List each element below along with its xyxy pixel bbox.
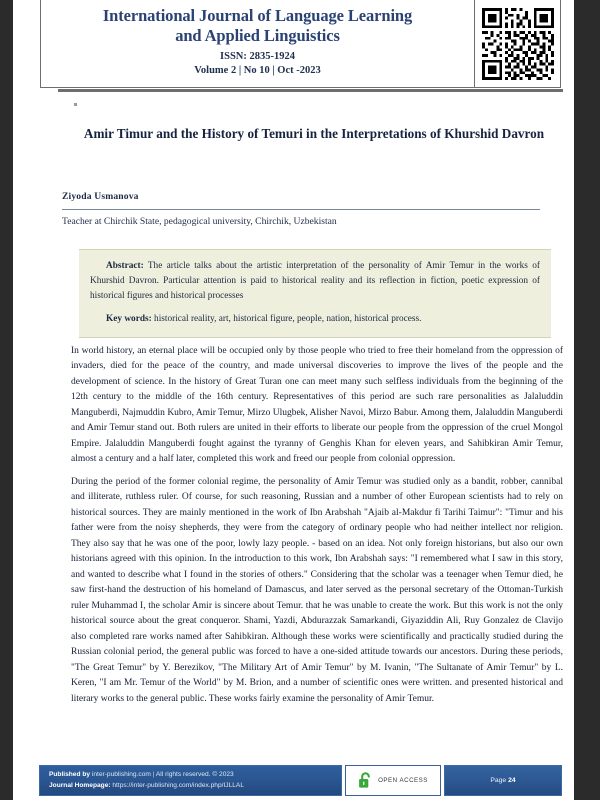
article-title: Amir Timur and the History of Temuri in the Interpretations of Khurshid Davron: [83, 126, 545, 141]
open-access-label: OPEN ACCESS: [378, 777, 428, 784]
footer-published-value: inter-publishing.com: [90, 770, 153, 778]
body-paragraph-2: During the period of the former colonial regime, the personality of Amir Temur was studied only as a bandit, robber, cannibal and illiterate, ruthless ruler. Of course, for such reasoning, Russian and a number of other European scientists had to rely on historical sources. They are mainly mentioned in the work of Ibn Arabshah "Ajaib al-Makdur fi Tarihi Taimur": "Timur and his father were from the noisy shepherds, they were from the category of ordinary people who had neither intellect nor religion. They also say that he was one of the poor, lowly lazy people. - based on an idea. Not only foreign historians, but also our own historians agreed with this opinion. In the introduction to this work, Ibn Arabshah says: "I remembered what I saw in this story, and wanted to describe what I found in the stories of others." Considering that the scholar was a teenager when Temur died, he saw first-hand the destruction of his homeland of Damascus, and later served as the personal secretary of the Ottoman-Turkish ruler Muhammad I, the scholar Amir is sincere about Temur. that he was unable to create the work. But this work is not the only historical source about the great conqueror. Shami, Yazdi, Abdurazzak Samarkandi, Giyaziddin Ali, Ruy Gonzalez de Clavijo also completed rare works named after Sahibkiran. Although these works were scientifically and practically studied during the Russian colonial period, the general public was forced to have a one-sided attitude towards our ancestors. During these periods, "The Great Temur" by Y. Berezikov, "The Military Art of Amir Temur" by M. Ivanin, "The Sultanate of Amir Temur" by L. Keren, "I am Mr. Temur of the World" by M. Brion, and a number of scientific ones were written. and presented historical and literary works to the general public. These works fairly examine the personality of Amir Temur.: [71, 476, 563, 704]
journal-title: [103, 6, 412, 45]
masthead-text-box: [40, 0, 475, 88]
footer-homepage-line: [49, 781, 341, 792]
journal-title-line-1: International Journal of Language Learning: [102, 6, 413, 26]
footer-publisher-block: [39, 765, 342, 796]
abstract-label: Abstract:: [106, 261, 144, 271]
abstract-box: [79, 249, 551, 338]
author-name: Ziyoda Usmanova: [62, 191, 139, 202]
page-word: Page: [490, 777, 509, 784]
abstract-text: The article talks about the artistic interpretation of the personality of Amir Temur in the works of Khurshid Davron. Particular attention is paid to historical reality and its reflection in fiction, poetic expression of historical figures and historical processes: [90, 261, 540, 302]
footer-page-block: [444, 765, 562, 796]
footer-homepage-value[interactable]: https://inter-publishing.com/index.php/IJLLAL: [110, 781, 244, 789]
journal-volume-issue: Volume 2 | No 10 | Oct -2023: [194, 65, 321, 77]
body-paragraph-1: In world history, an eternal place will be occupied only by those people who tried to free their homeland from the oppression of invaders, died for the peace of the country, and made universal discoveries to improve the lives of the people and the development of science. In the history of Great Turan one can meet many such selfless individuals from the beginning of the 12th century to the middle of the 16th century. Representatives of this period are such rare personalities as Jalaluddin Manguberdi, Najmuddin Kubro, Amir Temur, Mirzo Ulugbek, Alisher Navoi, Mirzo Babur. Among them, Jalaluddin Manguberdi and Amir Temur stand out. Both rulers are united in their efforts to liberate our people from the oppression of the cruel Mongol Empire. Jalaluddin Manguberdi fought against the tyranny of Genghis Khan for eleven years, and Sahibkiran Amir Temur, almost a century and a half later, completed this work and freed our people from colonial oppression.: [71, 346, 563, 465]
journal-masthead: [40, 0, 561, 88]
document-page: [13, 0, 574, 800]
author-affiliation: Teacher at Chirchik State, pedagogical university, Chirchik, Uzbekistan: [62, 216, 337, 227]
page-footer: [39, 765, 562, 796]
journal-title-line-2: and Applied Linguistics: [175, 25, 340, 45]
footer-homepage-label: Journal Homepage:: [49, 781, 111, 789]
qr-code-container: [475, 0, 561, 88]
masthead-divider: [58, 89, 563, 92]
page-number-label: [490, 777, 515, 784]
article-body: [71, 344, 563, 714]
open-lock-icon: [358, 772, 373, 789]
footer-published-line: [49, 770, 341, 781]
journal-issn: ISSN: 2835-1924: [220, 51, 295, 63]
qr-code-icon: [482, 8, 554, 80]
open-access-badge[interactable]: [345, 765, 441, 796]
keywords-text: historical reality, art, historical figure, people, nation, historical process.: [151, 314, 422, 325]
stray-mark: [74, 103, 77, 106]
page-number: 24: [508, 777, 516, 784]
footer-separator: |: [152, 770, 155, 778]
footer-published-label: Published by: [49, 770, 91, 778]
keywords-label: Key words:: [106, 314, 152, 325]
author-divider: [62, 209, 540, 210]
footer-rights: All rights reserved. © 2023: [154, 770, 234, 778]
keywords-paragraph: [90, 312, 540, 327]
abstract-paragraph: [90, 259, 540, 304]
